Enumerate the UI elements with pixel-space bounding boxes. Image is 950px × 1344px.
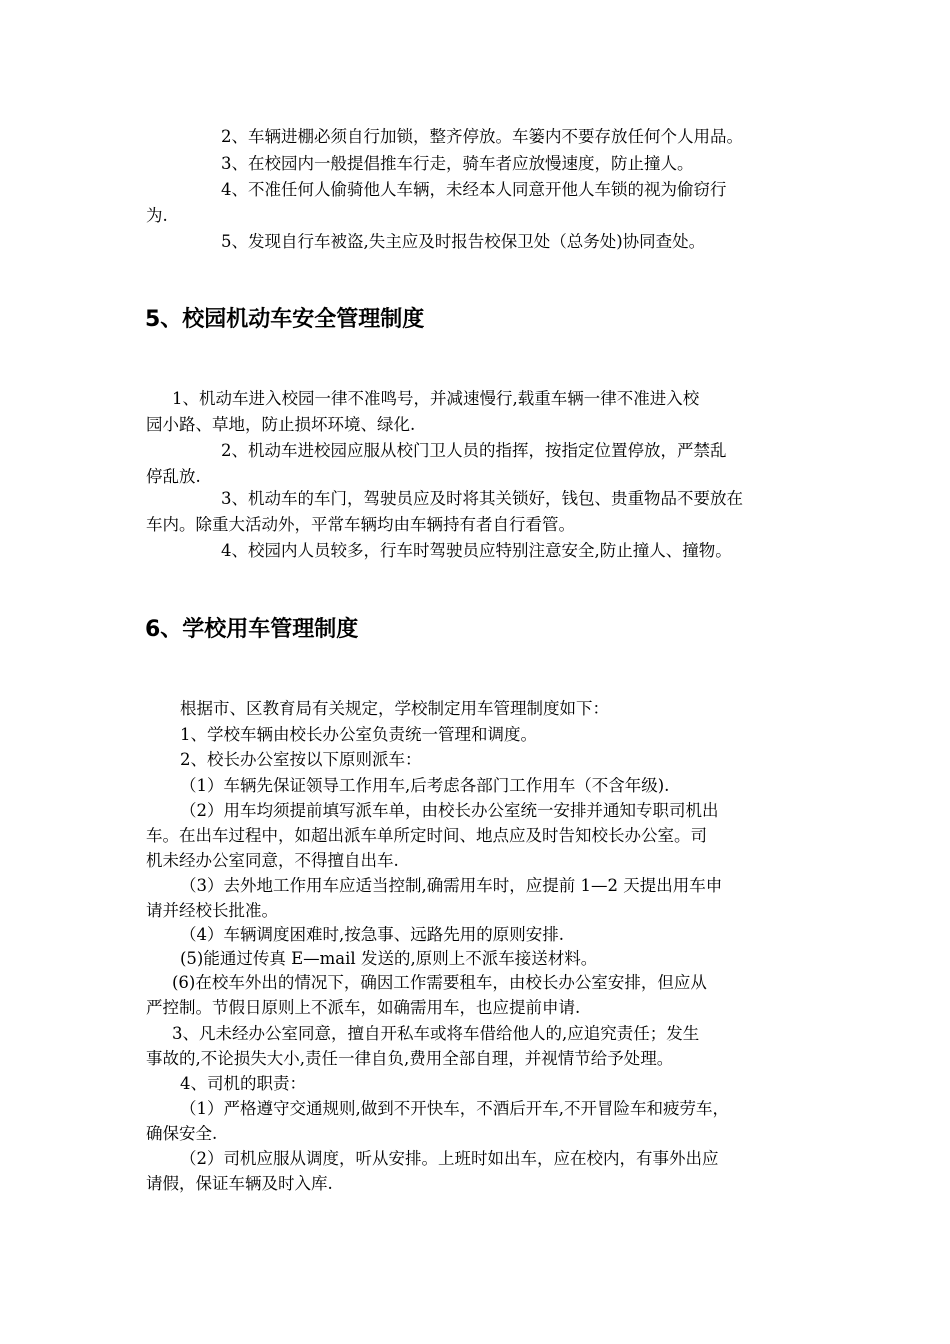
paragraph-line: 2、校长办公室按以下原则派车： [180, 750, 422, 769]
section-heading: 5、校园机动车安全管理制度 [145, 307, 425, 332]
paragraph-line: 3、凡未经办公室同意，擅自开私车或将车借给他人的,应追究责任；发生 [172, 1024, 700, 1043]
paragraph-line: 4、司机的职责： [180, 1074, 306, 1093]
paragraph-line: 车内。除重大活动外，平常车辆均由车辆持有者自行看管。 [146, 515, 575, 534]
paragraph-line: 请并经校长批准。 [146, 901, 278, 920]
paragraph-line: 确保安全. [146, 1124, 218, 1143]
paragraph-line: 3、机动车的车门，驾驶员应及时将其关锁好，钱包、贵重物品不要放在 [221, 489, 743, 508]
paragraph-line: 请假，保证车辆及时入库. [146, 1174, 333, 1193]
paragraph-line: 根据市、区教育局有关规定，学校制定用车管理制度如下： [180, 699, 609, 718]
paragraph-line: 机未经办公室同意，不得擅自出车. [146, 851, 399, 870]
paragraph-line: 4、校园内人员较多，行车时驾驶员应特别注意安全,防止撞人、撞物。 [221, 541, 732, 560]
paragraph-line: （3）去外地工作用车应适当控制,确需用车时，应提前 1—2 天提出用车申 [180, 876, 723, 895]
paragraph-line: 1、机动车进入校园一律不准鸣号，并减速慢行,载重车辆一律不准进入校 [172, 389, 700, 408]
paragraph-line: 严控制。节假日原则上不派车，如确需用车，也应提前申请. [146, 998, 581, 1017]
paragraph-line: 为. [146, 206, 168, 225]
paragraph-line: 停乱放. [146, 467, 201, 486]
paragraph-line: 1、学校车辆由校长办公室负责统一管理和调度。 [180, 725, 537, 744]
paragraph-line: 2、机动车进校园应服从校门卫人员的指挥，按指定位置停放，严禁乱 [221, 441, 727, 460]
paragraph-line: 车。在出车过程中，如超出派车单所定时间、地点应及时告知校长办公室。司 [146, 826, 707, 845]
paragraph-line: 5、发现自行车被盗,失主应及时报告校保卫处（总务处)协同查处。 [221, 232, 706, 251]
paragraph-line: （2）司机应服从调度，听从安排。上班时如出车，应在校内，有事外出应 [180, 1149, 719, 1168]
paragraph-line: （4）车辆调度困难时,按急事、远路先用的原则安排. [180, 925, 564, 944]
paragraph-line: 事故的,不论损失大小,责任一律自负,费用全部自理，并视情节给予处理。 [146, 1049, 674, 1068]
section-heading: 6、学校用车管理制度 [145, 617, 359, 642]
paragraph-line: （1）严格遵守交通规则,做到不开快车，不酒后开车,不开冒险车和疲劳车， [180, 1099, 729, 1118]
paragraph-line: （2）用车均须提前填写派车单，由校长办公室统一安排并通知专职司机出 [180, 801, 719, 820]
paragraph-line: （1）车辆先保证领导工作用车,后考虑各部门工作用车（不含年级). [180, 776, 670, 795]
paragraph-line: 4、不准任何人偷骑他人车辆，未经本人同意开他人车锁的视为偷窃行 [221, 180, 727, 199]
paragraph-line: 2、车辆进棚必须自行加锁，整齐停放。车篓内不要存放任何个人用品。 [221, 127, 743, 146]
paragraph-line: 3、在校园内一般提倡推车行走，骑车者应放慢速度，防止撞人。 [221, 154, 694, 173]
paragraph-line: (5)能通过传真 E—mail 发送的,原则上不派车接送材料。 [180, 949, 598, 968]
paragraph-line: 园小路、草地，防止损坏环境、绿化. [146, 415, 416, 434]
paragraph-line: (6)在校车外出的情况下，确因工作需要租车，由校长办公室安排，但应从 [172, 973, 707, 992]
